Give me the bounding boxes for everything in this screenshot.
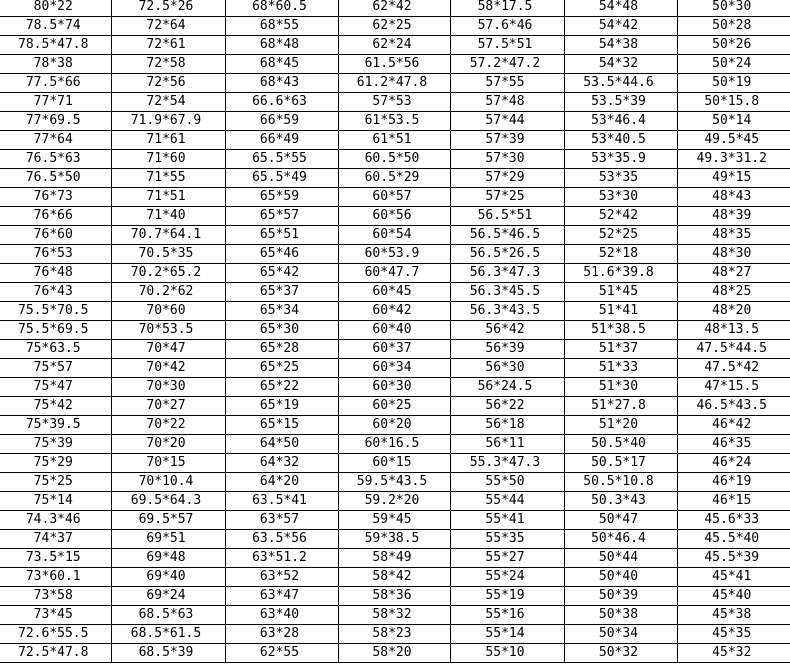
table-cell[interactable]: 51*38.5 xyxy=(564,321,677,340)
table-cell[interactable]: 72*61 xyxy=(111,36,225,55)
table-cell[interactable]: 77*71 xyxy=(0,93,111,112)
table-cell[interactable]: 76*66 xyxy=(0,207,111,226)
table-row xyxy=(0,131,790,150)
table-cell[interactable]: 48*25 xyxy=(677,283,790,302)
table-cell[interactable]: 53*40.5 xyxy=(564,131,677,150)
table-row xyxy=(0,530,790,549)
table-cell[interactable]: 60*20 xyxy=(338,416,450,435)
table-cell[interactable]: 64*50 xyxy=(225,435,338,454)
table-cell[interactable]: 52*42 xyxy=(564,207,677,226)
table-cell[interactable]: 55*19 xyxy=(450,587,564,606)
table-cell[interactable]: 70.2*62 xyxy=(111,283,225,302)
table-cell[interactable]: 70*30 xyxy=(111,378,225,397)
table-cell[interactable]: 50*38 xyxy=(564,606,677,625)
table-cell[interactable]: 60*40 xyxy=(338,321,450,340)
table-cell[interactable]: 63*57 xyxy=(225,511,338,530)
table-cell[interactable]: 65.5*55 xyxy=(225,150,338,169)
table-cell[interactable]: 61.5*56 xyxy=(338,55,450,74)
table-cell[interactable]: 65*42 xyxy=(225,264,338,283)
table-cell[interactable]: 63*28 xyxy=(225,625,338,644)
table-cell[interactable]: 69*51 xyxy=(111,530,225,549)
table-cell[interactable]: 65*37 xyxy=(225,283,338,302)
table-cell[interactable]: 50*32 xyxy=(564,644,677,663)
table-cell[interactable]: 55*41 xyxy=(450,511,564,530)
table-cell[interactable]: 45.5*40 xyxy=(677,530,790,549)
table-cell[interactable]: 69*24 xyxy=(111,587,225,606)
table-cell[interactable]: 51*20 xyxy=(564,416,677,435)
table-row xyxy=(0,93,790,112)
table-cell[interactable]: 46*42 xyxy=(677,416,790,435)
table-cell[interactable]: 52*25 xyxy=(564,226,677,245)
table-cell[interactable]: 54*32 xyxy=(564,55,677,74)
table-cell[interactable]: 80*22 xyxy=(0,0,111,17)
table-cell[interactable]: 75*39 xyxy=(0,435,111,454)
table-cell[interactable]: 65*15 xyxy=(225,416,338,435)
table-cell[interactable]: 76.5*63 xyxy=(0,150,111,169)
table-cell[interactable]: 75.5*70.5 xyxy=(0,302,111,321)
table-cell[interactable]: 60*30 xyxy=(338,378,450,397)
table-cell[interactable]: 57.2*47.2 xyxy=(450,55,564,74)
table-row xyxy=(0,568,790,587)
table-cell[interactable]: 65*19 xyxy=(225,397,338,416)
table-cell[interactable]: 56*24.5 xyxy=(450,378,564,397)
table-cell[interactable]: 68.5*39 xyxy=(111,644,225,663)
table-cell[interactable]: 45*40 xyxy=(677,587,790,606)
table-cell[interactable]: 76*73 xyxy=(0,188,111,207)
table-cell[interactable]: 57.6*46 xyxy=(450,17,564,36)
table-cell[interactable]: 71*40 xyxy=(111,207,225,226)
table-cell[interactable]: 60*57 xyxy=(338,188,450,207)
table-cell[interactable]: 63*40 xyxy=(225,606,338,625)
table-cell[interactable]: 71*61 xyxy=(111,131,225,150)
table-cell[interactable]: 75*42 xyxy=(0,397,111,416)
table-cell[interactable]: 49.5*45 xyxy=(677,131,790,150)
table-cell[interactable]: 60.5*50 xyxy=(338,150,450,169)
table-cell[interactable]: 74*37 xyxy=(0,530,111,549)
table-row xyxy=(0,169,790,188)
table-cell[interactable]: 71*51 xyxy=(111,188,225,207)
table-cell[interactable]: 51*33 xyxy=(564,359,677,378)
table-cell[interactable]: 48*30 xyxy=(677,245,790,264)
table-cell[interactable]: 48*13.5 xyxy=(677,321,790,340)
table-cell[interactable]: 51*27.8 xyxy=(564,397,677,416)
table-cell[interactable]: 68*55 xyxy=(225,17,338,36)
table-cell[interactable]: 56*42 xyxy=(450,321,564,340)
table-cell[interactable]: 75*25 xyxy=(0,473,111,492)
table-cell[interactable]: 57*48 xyxy=(450,93,564,112)
table-row xyxy=(0,245,790,264)
table-cell[interactable]: 56.3*47.3 xyxy=(450,264,564,283)
table-cell[interactable]: 65*25 xyxy=(225,359,338,378)
table-cell[interactable]: 54*48 xyxy=(564,0,677,17)
table-cell[interactable]: 59.2*20 xyxy=(338,492,450,511)
table-cell[interactable]: 70*15 xyxy=(111,454,225,473)
table-cell[interactable]: 50*19 xyxy=(677,74,790,93)
table-cell[interactable]: 45.5*39 xyxy=(677,549,790,568)
table-cell[interactable]: 72*56 xyxy=(111,74,225,93)
table-cell[interactable]: 53.5*39 xyxy=(564,93,677,112)
table-cell[interactable]: 71*60 xyxy=(111,150,225,169)
table-cell[interactable]: 60*42 xyxy=(338,302,450,321)
table-cell[interactable]: 73*60.1 xyxy=(0,568,111,587)
table-cell[interactable]: 75*14 xyxy=(0,492,111,511)
table-cell[interactable]: 47.5*44.5 xyxy=(677,340,790,359)
table-cell[interactable]: 50*24 xyxy=(677,55,790,74)
table-cell[interactable]: 70.5*35 xyxy=(111,245,225,264)
table-cell[interactable]: 56.3*43.5 xyxy=(450,302,564,321)
table-cell[interactable]: 77*69.5 xyxy=(0,112,111,131)
table-cell[interactable]: 58*32 xyxy=(338,606,450,625)
table-cell[interactable]: 76*60 xyxy=(0,226,111,245)
table-cell[interactable]: 55*16 xyxy=(450,606,564,625)
table-cell[interactable]: 50.5*10.8 xyxy=(564,473,677,492)
table-cell[interactable]: 50*44 xyxy=(564,549,677,568)
table-cell[interactable]: 55*27 xyxy=(450,549,564,568)
table-cell[interactable]: 45*35 xyxy=(677,625,790,644)
table-cell[interactable]: 66*59 xyxy=(225,112,338,131)
table-cell[interactable]: 57*30 xyxy=(450,150,564,169)
table-cell[interactable]: 60*54 xyxy=(338,226,450,245)
table-cell[interactable]: 50*30 xyxy=(677,0,790,17)
table-cell[interactable]: 76*48 xyxy=(0,264,111,283)
table-row xyxy=(0,397,790,416)
table-cell[interactable]: 78.5*47.8 xyxy=(0,36,111,55)
table-cell[interactable]: 60*56 xyxy=(338,207,450,226)
table-cell[interactable]: 73*58 xyxy=(0,587,111,606)
table-cell[interactable]: 75.5*69.5 xyxy=(0,321,111,340)
table-cell[interactable]: 61*53.5 xyxy=(338,112,450,131)
table-cell[interactable]: 57*39 xyxy=(450,131,564,150)
table-cell[interactable]: 57*29 xyxy=(450,169,564,188)
table-cell[interactable]: 72*58 xyxy=(111,55,225,74)
table-row xyxy=(0,321,790,340)
table-cell[interactable]: 72.5*47.8 xyxy=(0,644,111,663)
table-cell[interactable]: 65*28 xyxy=(225,340,338,359)
table-row xyxy=(0,112,790,131)
table-row xyxy=(0,644,790,663)
table-cell[interactable]: 56*39 xyxy=(450,340,564,359)
table-cell[interactable]: 51*37 xyxy=(564,340,677,359)
table-cell[interactable]: 62*42 xyxy=(338,0,450,17)
table-cell[interactable]: 55*14 xyxy=(450,625,564,644)
table-cell[interactable]: 58*49 xyxy=(338,549,450,568)
table-cell[interactable]: 56.3*45.5 xyxy=(450,283,564,302)
table-cell[interactable]: 50*47 xyxy=(564,511,677,530)
table-cell[interactable]: 59*45 xyxy=(338,511,450,530)
table-cell[interactable]: 48*20 xyxy=(677,302,790,321)
table-cell[interactable]: 53*35.9 xyxy=(564,150,677,169)
table-cell[interactable]: 46*15 xyxy=(677,492,790,511)
table-cell[interactable]: 47.5*42 xyxy=(677,359,790,378)
table-cell[interactable]: 51.6*39.8 xyxy=(564,264,677,283)
table-cell[interactable]: 45.6*33 xyxy=(677,511,790,530)
table-cell[interactable]: 59*38.5 xyxy=(338,530,450,549)
table-cell[interactable]: 58*42 xyxy=(338,568,450,587)
table-cell[interactable]: 65.5*49 xyxy=(225,169,338,188)
table-cell[interactable]: 51*45 xyxy=(564,283,677,302)
table-cell[interactable]: 55*35 xyxy=(450,530,564,549)
table-cell[interactable]: 63*47 xyxy=(225,587,338,606)
table-row xyxy=(0,17,790,36)
table-cell[interactable]: 46.5*43.5 xyxy=(677,397,790,416)
table-cell[interactable]: 55*10 xyxy=(450,644,564,663)
table-row xyxy=(0,150,790,169)
table-cell[interactable]: 61*51 xyxy=(338,131,450,150)
table-cell[interactable]: 56.5*26.5 xyxy=(450,245,564,264)
table-cell[interactable]: 60*15 xyxy=(338,454,450,473)
table-cell[interactable]: 48*43 xyxy=(677,188,790,207)
table-row xyxy=(0,625,790,644)
table-row xyxy=(0,207,790,226)
table-cell[interactable]: 73*45 xyxy=(0,606,111,625)
table-row xyxy=(0,226,790,245)
table-cell[interactable]: 48*39 xyxy=(677,207,790,226)
table-cell[interactable]: 60*34 xyxy=(338,359,450,378)
table-cell[interactable]: 70*60 xyxy=(111,302,225,321)
table-cell[interactable]: 63.5*56 xyxy=(225,530,338,549)
table-cell[interactable]: 46*19 xyxy=(677,473,790,492)
table-cell[interactable]: 72.5*26 xyxy=(111,0,225,17)
table-row xyxy=(0,0,790,17)
table-cell[interactable]: 56*18 xyxy=(450,416,564,435)
table-cell[interactable]: 70*42 xyxy=(111,359,225,378)
table-cell[interactable]: 53*30 xyxy=(564,188,677,207)
table-row xyxy=(0,606,790,625)
table-cell[interactable]: 65*46 xyxy=(225,245,338,264)
table-cell[interactable]: 65*22 xyxy=(225,378,338,397)
table-cell[interactable]: 73.5*15 xyxy=(0,549,111,568)
table-cell[interactable]: 75*63.5 xyxy=(0,340,111,359)
table-cell[interactable]: 76*53 xyxy=(0,245,111,264)
table-cell[interactable]: 71*55 xyxy=(111,169,225,188)
table-row xyxy=(0,473,790,492)
table-cell[interactable]: 55.3*47.3 xyxy=(450,454,564,473)
table-cell[interactable]: 62*55 xyxy=(225,644,338,663)
table-row xyxy=(0,74,790,93)
table-cell[interactable]: 57*53 xyxy=(338,93,450,112)
table-row xyxy=(0,340,790,359)
table-cell[interactable]: 69*48 xyxy=(111,549,225,568)
table-cell[interactable]: 70*20 xyxy=(111,435,225,454)
table-cell[interactable]: 56*30 xyxy=(450,359,564,378)
table-cell[interactable]: 68*45 xyxy=(225,55,338,74)
table-cell[interactable]: 51*41 xyxy=(564,302,677,321)
table-cell[interactable]: 50.5*40 xyxy=(564,435,677,454)
table-cell[interactable]: 60*45 xyxy=(338,283,450,302)
table-cell[interactable]: 53*46.4 xyxy=(564,112,677,131)
table-row xyxy=(0,378,790,397)
table-cell[interactable]: 60*47.7 xyxy=(338,264,450,283)
table-cell[interactable]: 65*51 xyxy=(225,226,338,245)
table-cell[interactable]: 77.5*66 xyxy=(0,74,111,93)
table-cell[interactable]: 65*34 xyxy=(225,302,338,321)
table-cell[interactable]: 69.5*57 xyxy=(111,511,225,530)
table-cell[interactable]: 63.5*41 xyxy=(225,492,338,511)
table-cell[interactable]: 70*10.4 xyxy=(111,473,225,492)
table-row xyxy=(0,416,790,435)
table-cell[interactable]: 70*27 xyxy=(111,397,225,416)
table-cell[interactable]: 58*36 xyxy=(338,587,450,606)
table-cell[interactable]: 57.5*51 xyxy=(450,36,564,55)
table-cell[interactable]: 70.2*65.2 xyxy=(111,264,225,283)
table-cell[interactable]: 51*30 xyxy=(564,378,677,397)
table-cell[interactable]: 59.5*43.5 xyxy=(338,473,450,492)
table-cell[interactable]: 70.7*64.1 xyxy=(111,226,225,245)
table-cell[interactable]: 45*41 xyxy=(677,568,790,587)
table-cell[interactable]: 75*29 xyxy=(0,454,111,473)
table-cell[interactable]: 55*50 xyxy=(450,473,564,492)
table-cell[interactable]: 50.5*17 xyxy=(564,454,677,473)
table-cell[interactable]: 50*46.4 xyxy=(564,530,677,549)
table-cell[interactable]: 76*43 xyxy=(0,283,111,302)
table-row xyxy=(0,283,790,302)
table-cell[interactable]: 56*11 xyxy=(450,435,564,454)
table-cell[interactable]: 72*64 xyxy=(111,17,225,36)
table-cell[interactable]: 72*54 xyxy=(111,93,225,112)
table-cell[interactable]: 75*47 xyxy=(0,378,111,397)
table-row xyxy=(0,435,790,454)
table-cell[interactable]: 65*59 xyxy=(225,188,338,207)
table-cell[interactable]: 50*14 xyxy=(677,112,790,131)
table-cell[interactable]: 50*15.8 xyxy=(677,93,790,112)
table-cell[interactable]: 57*25 xyxy=(450,188,564,207)
table-row xyxy=(0,359,790,378)
table-cell[interactable]: 60*37 xyxy=(338,340,450,359)
table-cell[interactable]: 58*17.5 xyxy=(450,0,564,17)
table-cell[interactable]: 49.3*31.2 xyxy=(677,150,790,169)
table-cell[interactable]: 68*48 xyxy=(225,36,338,55)
table-cell[interactable]: 57*44 xyxy=(450,112,564,131)
table-row xyxy=(0,492,790,511)
table-cell[interactable]: 77*64 xyxy=(0,131,111,150)
table-cell[interactable]: 62*24 xyxy=(338,36,450,55)
table-cell[interactable]: 57*55 xyxy=(450,74,564,93)
table-cell[interactable]: 48*27 xyxy=(677,264,790,283)
table-cell[interactable]: 47*15.5 xyxy=(677,378,790,397)
table-cell[interactable]: 74.3*46 xyxy=(0,511,111,530)
table-cell[interactable]: 72.6*55.5 xyxy=(0,625,111,644)
table-cell[interactable]: 50*39 xyxy=(564,587,677,606)
table-cell[interactable]: 54*42 xyxy=(564,17,677,36)
table-cell[interactable]: 78.5*74 xyxy=(0,17,111,36)
table-cell[interactable]: 46*35 xyxy=(677,435,790,454)
table-cell[interactable]: 69.5*64.3 xyxy=(111,492,225,511)
table-cell[interactable]: 68.5*61.5 xyxy=(111,625,225,644)
table-row xyxy=(0,264,790,283)
table-row xyxy=(0,587,790,606)
table-cell[interactable]: 64*20 xyxy=(225,473,338,492)
table-row xyxy=(0,302,790,321)
table-cell[interactable]: 58*20 xyxy=(338,644,450,663)
table-cell[interactable]: 68*60.5 xyxy=(225,0,338,17)
table-row xyxy=(0,55,790,74)
table-cell[interactable]: 56*22 xyxy=(450,397,564,416)
table-cell[interactable]: 62*25 xyxy=(338,17,450,36)
table-cell[interactable]: 76.5*50 xyxy=(0,169,111,188)
table-cell[interactable]: 54*38 xyxy=(564,36,677,55)
table-cell[interactable]: 64*32 xyxy=(225,454,338,473)
table-cell[interactable]: 60*53.9 xyxy=(338,245,450,264)
table-cell[interactable]: 70*53.5 xyxy=(111,321,225,340)
table-cell[interactable]: 75*57 xyxy=(0,359,111,378)
table-cell[interactable]: 70*22 xyxy=(111,416,225,435)
table-cell[interactable]: 71.9*67.9 xyxy=(111,112,225,131)
table-cell[interactable]: 58*23 xyxy=(338,625,450,644)
table-cell[interactable]: 53*35 xyxy=(564,169,677,188)
table-cell[interactable]: 60.5*29 xyxy=(338,169,450,188)
table-cell[interactable]: 50*26 xyxy=(677,36,790,55)
table-cell[interactable]: 45*38 xyxy=(677,606,790,625)
table-cell[interactable]: 60*25 xyxy=(338,397,450,416)
table-cell[interactable]: 66.6*63 xyxy=(225,93,338,112)
table-cell[interactable]: 49*15 xyxy=(677,169,790,188)
table-cell[interactable]: 78*38 xyxy=(0,55,111,74)
table-cell[interactable]: 63*51.2 xyxy=(225,549,338,568)
table-cell[interactable]: 56.5*51 xyxy=(450,207,564,226)
table-cell[interactable]: 46*24 xyxy=(677,454,790,473)
table-cell[interactable]: 65*57 xyxy=(225,207,338,226)
table-cell[interactable]: 50*28 xyxy=(677,17,790,36)
table-cell[interactable]: 68.5*63 xyxy=(111,606,225,625)
table-row xyxy=(0,454,790,473)
table-row xyxy=(0,549,790,568)
table-cell[interactable]: 61.2*47.8 xyxy=(338,74,450,93)
table-row xyxy=(0,188,790,207)
table-cell[interactable]: 50.3*43 xyxy=(564,492,677,511)
table-cell[interactable]: 53.5*44.6 xyxy=(564,74,677,93)
table-cell[interactable]: 68*43 xyxy=(225,74,338,93)
table-cell[interactable]: 65*30 xyxy=(225,321,338,340)
table-cell[interactable]: 75*39.5 xyxy=(0,416,111,435)
table-cell[interactable]: 66*49 xyxy=(225,131,338,150)
table-cell[interactable]: 55*24 xyxy=(450,568,564,587)
table-cell[interactable]: 50*34 xyxy=(564,625,677,644)
table-cell[interactable]: 48*35 xyxy=(677,226,790,245)
table-cell[interactable]: 63*52 xyxy=(225,568,338,587)
table-cell[interactable]: 55*44 xyxy=(450,492,564,511)
table-cell[interactable]: 69*40 xyxy=(111,568,225,587)
table-cell[interactable]: 60*16.5 xyxy=(338,435,450,454)
table-cell[interactable]: 45*32 xyxy=(677,644,790,663)
table-row xyxy=(0,36,790,55)
table-cell[interactable]: 56.5*46.5 xyxy=(450,226,564,245)
table-cell[interactable]: 52*18 xyxy=(564,245,677,264)
table-cell[interactable]: 70*47 xyxy=(111,340,225,359)
table-cell[interactable]: 50*40 xyxy=(564,568,677,587)
table-row xyxy=(0,511,790,530)
